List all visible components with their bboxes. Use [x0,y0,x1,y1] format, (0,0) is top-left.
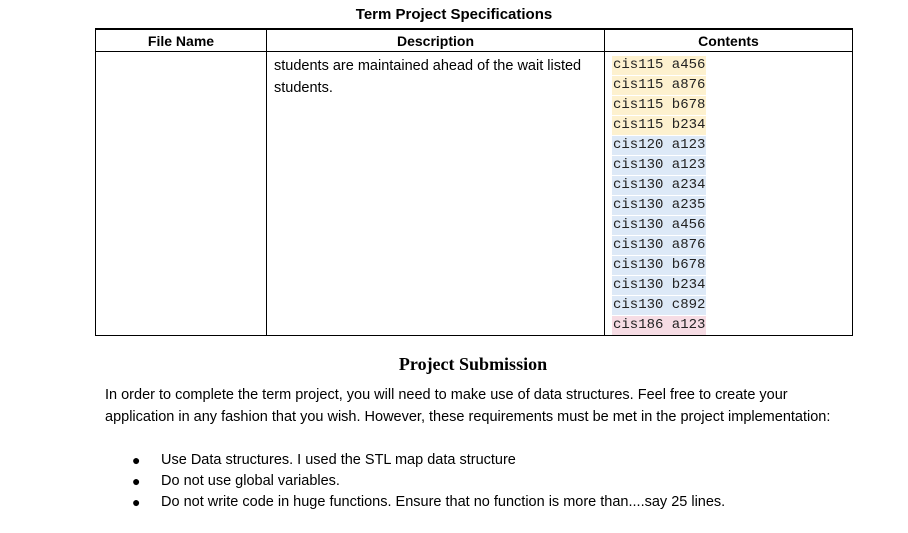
list-item [132,471,725,492]
table-header-row [96,29,853,52]
column-header-contents: Contents [605,29,853,52]
section-title: Project Submission [398,354,548,374]
submission-paragraph: In order to complete the term project, you will need to make use of data structures. Feel free to create your application in any fashion that you wish. However, these requirements must be met in the project implementation: [105,387,831,425]
column-header-description: Description [267,29,605,52]
list-item [132,450,725,471]
contents-item: cis115 b234 [613,117,706,133]
table-row [96,52,853,336]
requirements-list [132,450,725,513]
contents-item: cis120 a123 [613,137,706,153]
file-name-cell [96,52,267,336]
contents-list [612,55,852,335]
contents-item: cis115 a456 [613,57,706,73]
contents-item: cis115 a876 [613,77,706,93]
contents-item: cis186 a123 [613,317,706,333]
contents-item: cis130 a876 [613,237,706,253]
contents-item: cis130 c892 [613,297,706,313]
bullet-icon: ● [132,494,141,510]
contents-cell [605,52,853,336]
contents-item: cis130 a235 [613,197,706,213]
contents-item: cis130 a234 [613,177,706,193]
contents-item: cis130 a456 [613,217,706,233]
spec-table [95,28,853,336]
description-cell: students are maintained ahead of the wait listed students. [267,52,605,336]
page-title: Term Project Specifications [355,6,553,23]
requirement-text: Do not use global variables. [161,473,340,489]
list-item [132,492,725,513]
bullet-icon: ● [132,452,141,468]
contents-item: cis130 a123 [613,157,706,173]
bullet-icon: ● [132,473,141,489]
contents-item: cis130 b678 [613,257,706,273]
requirement-text: Use Data structures. I used the STL map data structure [161,452,516,468]
requirement-text: Do not write code in huge functions. Ensure that no function is more than....say 25 lines. [161,494,726,510]
contents-item: cis115 b678 [613,97,706,113]
column-header-file-name: File Name [96,29,267,52]
contents-item: cis130 b234 [613,277,706,293]
